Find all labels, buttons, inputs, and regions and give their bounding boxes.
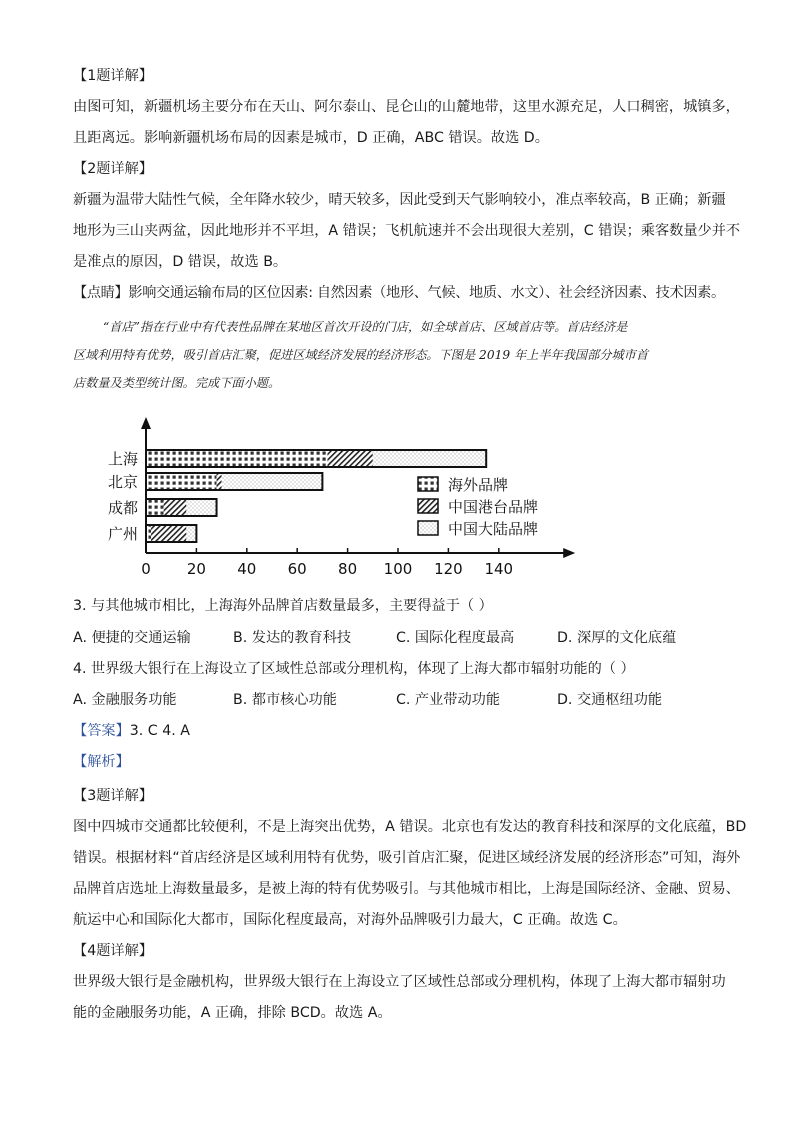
q4-heading: 【4题详解】: [73, 943, 153, 959]
intro-line: 店数量及类型统计图。完成下面小题。: [73, 376, 281, 390]
x-axis-arrow: [563, 548, 575, 558]
legend-label: 海外品牌: [448, 476, 509, 494]
answer-text: 3. C 4. A: [129, 723, 190, 739]
category-label: 成都: [107, 499, 138, 517]
dianjing-note: 【点睛】影响交通运输布局的区位因素: 自然因素（地形、气候、地质、水文）、社会经济因素、技术因素。: [73, 285, 725, 301]
q3-option-c[interactable]: C. 国际化程度最高: [396, 630, 515, 646]
bar-segment: [146, 473, 217, 490]
question-4: 4. 世界级大银行在上海设立了区域性总部或分理机构，体现了上海大都市辐射功能的（ ）: [73, 661, 635, 677]
question-3: 3. 与其他城市相比，上海海外品牌首店数量最多，主要得益于（ ）: [73, 598, 493, 614]
x-tick-label: 80: [338, 560, 358, 578]
q3-text-line: 图中四城市交通都比较便利，不是上海突出优势，A 错误。北京也有发达的教育科技和深厚的文化底蕴，BD: [73, 819, 747, 835]
q1-text-line: 由图可知，新疆机场主要分布在天山、阿尔泰山、昆仑山的山麓地带，这里水源充足，人口稠密，城镇多，: [73, 99, 740, 115]
category-label: 广州: [107, 525, 138, 543]
legend-swatch: [418, 477, 438, 491]
q4-option-b[interactable]: B. 都市核心功能: [233, 692, 337, 708]
q3-option-d[interactable]: D. 深厚的文化底蕴: [557, 630, 677, 646]
x-tick-label: 20: [186, 560, 206, 578]
x-tick-label: 40: [237, 560, 257, 578]
q4-option-a[interactable]: A. 金融服务功能: [73, 692, 177, 708]
q2-text-line: 新疆为温带大陆性气候，全年降水较少，晴天较多，因此受到天气影响较小，准点率较高，B 正确；新疆: [73, 192, 726, 208]
q2-heading: 【2题详解】: [73, 161, 153, 177]
bar-segment: [164, 499, 187, 516]
x-tick-label: 100: [383, 560, 413, 578]
bar-segment: [222, 473, 323, 490]
intro-line: 区域利用特有优势，吸引首店汇聚，促进区域经济发展的经济形态。下图是 2019 年上半年我国部分城市首: [73, 348, 649, 362]
x-tick-label: 120: [434, 560, 463, 578]
q1-text-line: 且距离远。影响新疆机场布局的因素是城市，D 正确，ABC 错误。故选 D。: [73, 130, 549, 146]
intro-line: “首店”指在行业中有代表性品牌在某地区首次开设的门店，如全球首店、区域首店等。首店经济是: [103, 320, 628, 334]
q1-heading: 【1题详解】: [73, 68, 153, 84]
legend-swatch: [418, 499, 438, 513]
bar-segment: [146, 499, 164, 516]
legend-swatch: [418, 521, 438, 535]
category-label: 上海: [107, 450, 138, 468]
bar-segment: [217, 473, 222, 490]
x-tick-label: 0: [141, 560, 151, 578]
q4-option-d[interactable]: D. 交通枢纽功能: [557, 692, 663, 708]
q4-option-c[interactable]: C. 产业带动功能: [396, 692, 501, 708]
bar-segment: [373, 450, 486, 467]
bar-segment: [186, 525, 196, 542]
bar-segment: [186, 499, 216, 516]
x-tick-label: 140: [484, 560, 514, 578]
q3-heading: 【3题详解】: [73, 788, 153, 804]
legend-label: 中国大陆品牌: [448, 520, 539, 538]
q3-text-line: 航运中心和国际化大都市，国际化程度最高，对海外品牌吸引力最大，C 正确。故选 C。: [73, 912, 627, 928]
q3-option-b[interactable]: B. 发达的教育科技: [233, 630, 352, 646]
shop-count-chart: [100, 415, 580, 585]
q2-text-line: 是准点的原因，D 错误，故选 B。: [73, 254, 288, 270]
y-axis-arrow: [141, 417, 151, 429]
q2-text-line: 地形为三山夹两盆，因此地形并不平坦，A 错误；飞机航速并不会出现很大差别，C 错误；乘客数量少并不: [73, 223, 741, 239]
bar-segment: [151, 525, 186, 542]
x-tick-label: 60: [287, 560, 307, 578]
q3-text-line: 错误。根据材料“首店经济是区域利用特有优势，吸引首店汇聚，促进区域经济发展的经济形态”可知，海外: [73, 850, 741, 866]
analysis-label: 【解析】: [73, 754, 130, 770]
answer-line: [73, 721, 190, 741]
q3-text-line: 品牌首店选址上海数量最多，是被上海的特有优势吸引。与其他城市相比，上海是国际经济、金融、贸易、: [73, 881, 740, 897]
q3-option-a[interactable]: A. 便捷的交通运输: [73, 630, 191, 646]
bar-segment: [327, 450, 372, 467]
q4-text-line: 世界级大银行是金融机构，世界级大银行在上海设立了区域性总部或分理机构，体现了上海大都市辐射功: [73, 974, 726, 990]
category-label: 北京: [107, 473, 138, 491]
q4-text-line: 能的金融服务功能，A 正确，排除 BCD。故选 A。: [73, 1005, 392, 1021]
answer-label: 【答案】: [73, 723, 130, 739]
bar-segment: [146, 450, 327, 467]
legend-label: 中国港台品牌: [448, 498, 539, 516]
